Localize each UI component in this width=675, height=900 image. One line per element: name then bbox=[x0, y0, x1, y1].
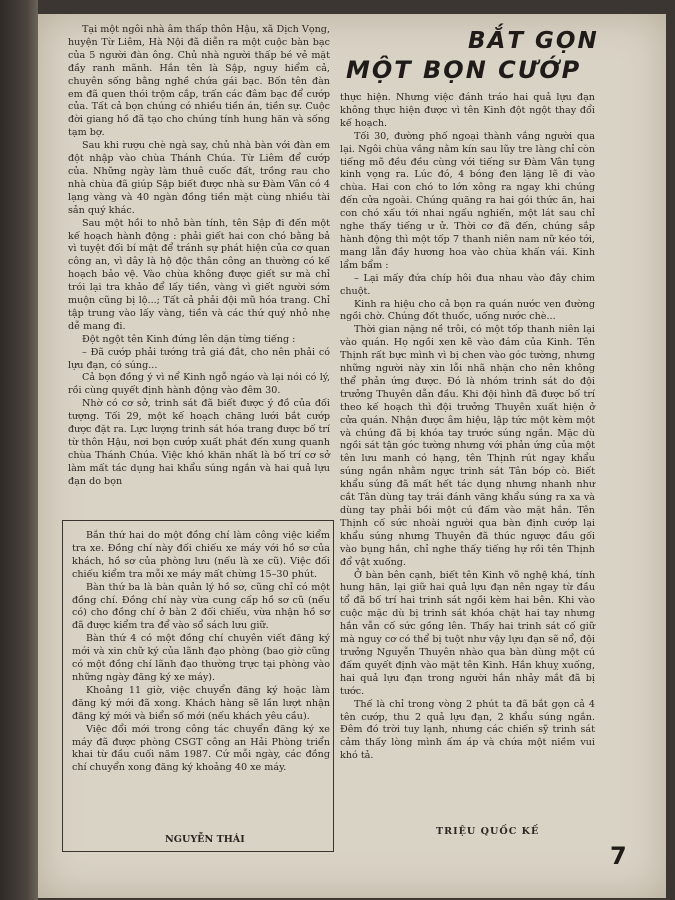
paragraph: thực hiện. Nhưng việc đánh tráo hai quả lựu đạn không thực hiện được vì tên Kinh đột ngột thay đổi kế hoạch. bbox=[340, 92, 595, 129]
paragraph: Khoảng 11 giờ, việc chuyển đăng ký hoặc làm đăng ký mới đã xong. Khách hàng sẽ lần lượt nhận đăng ký mới và biển số mới (nếu khách yêu cầu). bbox=[72, 684, 330, 722]
article-title-line2: MỘT BỌN CƯỚP bbox=[346, 56, 582, 84]
page-number: 7 bbox=[610, 842, 627, 870]
paragraph: Cả bọn đồng ý vì nể Kinh ngỗ ngáo và lại nói có lý, rồi cùng quyết định hành động vào đêm 30. bbox=[68, 372, 330, 397]
paragraph: Việc đổi mới trong công tác chuyển đăng ký xe máy đã được phòng CSGT công an Hải Phòng triển khai từ đầu cuối năm 1987. Cứ mỗi ngày, các đồng chí chuyển xong đăng ký khoảng 40 xe máy. bbox=[72, 723, 330, 774]
paragraph: Kinh ra hiệu cho cả bọn ra quán nước ven đường ngồi chờ. Chúng đốt thuốc, uống nước chè... bbox=[340, 298, 595, 323]
paragraph: Đột ngột tên Kinh đứng lên dặn từng tiếng : bbox=[82, 333, 296, 345]
paragraph: – Đã cướp phải tướng trả giá đắt, cho nên phải có lựu đạn, có súng... bbox=[68, 346, 330, 371]
paragraph: Tại một ngôi nhà âm thấp thôn Hậu, xã Dịch Vọng, huyện Từ Liêm, Hà Nội đã diễn ra một cuộc bàn bạc của 5 người đàn ông. Chủ nhà người thấp bé vẻ mặt đầy ranh mãnh. Hắn tên là Sập, nguy hiểm cả, chuyên sống bằng nghề chứa gái bạc. Bốn tên đàn em đã quen thói trộm cắp, trấn các đâm bạc để cướp của. Tất cả bọn chúng có nhiều tiền án, tiền sự. Cuộc đời giang hồ đã tạo cho chúng tính hung hăn và sống tạm bợ. bbox=[68, 24, 330, 139]
paragraph: Thế là chỉ trong vòng 2 phút ta đã bắt gọn cả 4 tên cướp, thu 2 quả lựu đạn, 2 khẩu súng ngắn. Đêm đó trời tuy lạnh, nhưng các chiến sỹ trinh sát cảm thấy lòng mình ấm áp và chứa một niềm vui khó tả. bbox=[340, 698, 595, 762]
paragraph: Sau khi rượu chè ngà say, chủ nhà bàn với đàn em đột nhập vào chùa Thánh Chúa. Từ Liêm để cướp của. Những ngày làm thuê cuốc đất, trồng rau cho nhà chùa đã giúp Sập biết được nhà sư Đàm Vân có 4 lạng vàng và 40 ngàn đồng tiền mặt cùng nhiều tài sản quý khác. bbox=[68, 140, 330, 216]
left-column-article bbox=[68, 24, 330, 489]
paragraph: Bàn thứ 4 có một đồng chí chuyên viết đăng ký mới và xin chữ ký của lãnh đạo phòng (bao giờ cũng có một đồng chí lãnh đạo thường trực tại phòng vào những ngày đăng ký xe máy). bbox=[72, 633, 330, 683]
boxed-article-text bbox=[72, 530, 330, 775]
paragraph: Nhờ có cơ sở, trinh sát đã biết được ý đồ của đối tượng. Tối 29, một kế hoạch chăng lưới bắt cướp được đặt ra. Lực lượng trinh sát hóa trang được bố trí từ thôn Hậu, nơi bọn cướp xuất phát đến xung quanh chùa Thánh Chúa. Việc khó khăn nhất là bố trí cơ sở làm mất tác dụng hai khẩu súng ngắn và hai quả lựu đạn do bọn bbox=[68, 398, 330, 487]
paragraph: Bàn thứ ba là bàn quản lý hồ sơ, cũng chỉ có một đồng chí. Đồng chí này vừa cung cấp hồ sơ cũ (nếu có) cho đồng chí ở bàn 2 đối chiếu, vừa nhận hồ sơ đã được kiểm tra để vào sổ sách lưu giữ. bbox=[72, 581, 330, 632]
article-author: TRIỆU QUỐC KẾ bbox=[436, 826, 540, 837]
paragraph: Thời gian nặng nề trôi, có một tốp thanh niên lại vào quán. Họ ngồi xen kẽ vào đám của Kinh. Tên Thịnh rất bực mình vì bị chen vào góc tường, nhưng những người này xin lỗi nhã nhặn cho nên không thể phản ứng được. Đó là nhóm trinh sát do đội trưởng Thuyên dẫn đầu. Khi đội hình đã được bố trí theo kế hoạch thì đội trưởng Thuyên xuất hiện ở cửa quán. Nhận được âm hiệu, lập tức một kèm một và chúng đã bị khóa tay trước súng ngắn. Mặc dù ngồi sát tận góc tường nhưng với phản ứng của một tên lưu manh có hạng, tên Thịnh rút ngay khẩu súng ngắn nhằm ngực trinh sát Tân bóp cò. Biết khẩu súng đã mất hết tác dụng nhưng nhanh như cắt Tân dùng tay trái đánh văng khẩu súng ra xa và dùng tay phải bồi một cú đấm vào mặt hắn. Tên Thịnh cố sức nhoài người qua bàn định cướp lại khẩu súng nhưng Thuyên đã thúc ngược đầu gối vào bụng hắn, chỉ nghe thấy tiếng hự rồi tên Thịnh đổ vật xuống. bbox=[340, 324, 595, 568]
paragraph: – Lại mấy đứa chíp hôi đua nhau vào đây chim chuột. bbox=[340, 272, 595, 297]
paragraph: Tối 30, đường phố ngoại thành vắng người qua lại. Ngôi chùa vắng nằm kín sau lũy tre làng chỉ còn tiếng mõ đều đều cùng với tiếng sư Đàm Vân tụng kinh vọng ra. Lúc đó, 4 bóng đen lặng lẽ đi vào chùa. Hai con chó to lớn xông ra ngay khi chúng đến cửa ngoài. Chúng quăng ra hai gói thức ăn, hai con chó xấu tới nhai ngấu nghiến, một lát sau chỉ nghe thấy tiếng ư ử. Thời cơ đã đến, chúng sắp hành động thì một tốp 7 thanh niên nam nữ kéo tới, mang lẵn đầy hương hoa vào chùa khấn vái. Kinh lẩm bẩm : bbox=[340, 130, 595, 271]
paragraph: Sau một hồi to nhỏ bàn tính, tên Sập đi đến một kế hoạch hành động : phải giết hai con chó bằng bả vì tuyệt đối bí mật để tránh sự phát hiện của cơ quan công an, vì dây là hộ độc thân công an thường có kế hoạch bảo vệ. Vào chùa không được giết sư mà chỉ trói lại tra khảo để lấy tiền, vàng vì giết người sớm muộn cũng bị lộ...; Tất cả phải đội mũ hóa trang. Chỉ tập trung vào lấy vàng, tiền và các thứ quý nhỏ nhẹ dễ mang đi. bbox=[68, 217, 330, 332]
right-column-article bbox=[340, 92, 595, 763]
paragraph: Ở bàn bên cạnh, biết tên Kinh võ nghệ khá, tính hung hăn, lại giữ hai quả lựu đạn nên ngay từ đầu tổ đã bố trí hai trinh sát ngồi kèm hai bên. Khi vào cuộc mặc dù bị trinh sát khóa chặt hai tay nhưng hắn vẫn cố sức gồng lên. Thấy hai trinh sát cố giữ mà nguy cơ có thể bị tuột như vậy lựu đạn sẽ nổ, đội trưởng Nguyễn Thuyên nhào qua bàn dùng một cú đấm quyết định vào mặt tên Kinh. Hắn khuỵ xuống, hai quả lựu đạn trong người hắn nhảy mắt đã bị tước. bbox=[340, 569, 595, 697]
boxed-article-author: NGUYỄN THÁI bbox=[165, 834, 245, 845]
page-background-edge bbox=[0, 0, 38, 900]
article-title-line1: BẮT GỌN bbox=[468, 28, 599, 54]
paragraph: Bắn thứ hai do một đồng chí làm công việc kiểm tra xe. Đồng chí này đối chiếu xe máy với hồ sơ của khách, hồ sơ của phòng lưu (nếu là xe cũ). Việc đối chiếu kiểm tra mỗi xe máy mất chừng 15–30 phút. bbox=[72, 530, 330, 580]
